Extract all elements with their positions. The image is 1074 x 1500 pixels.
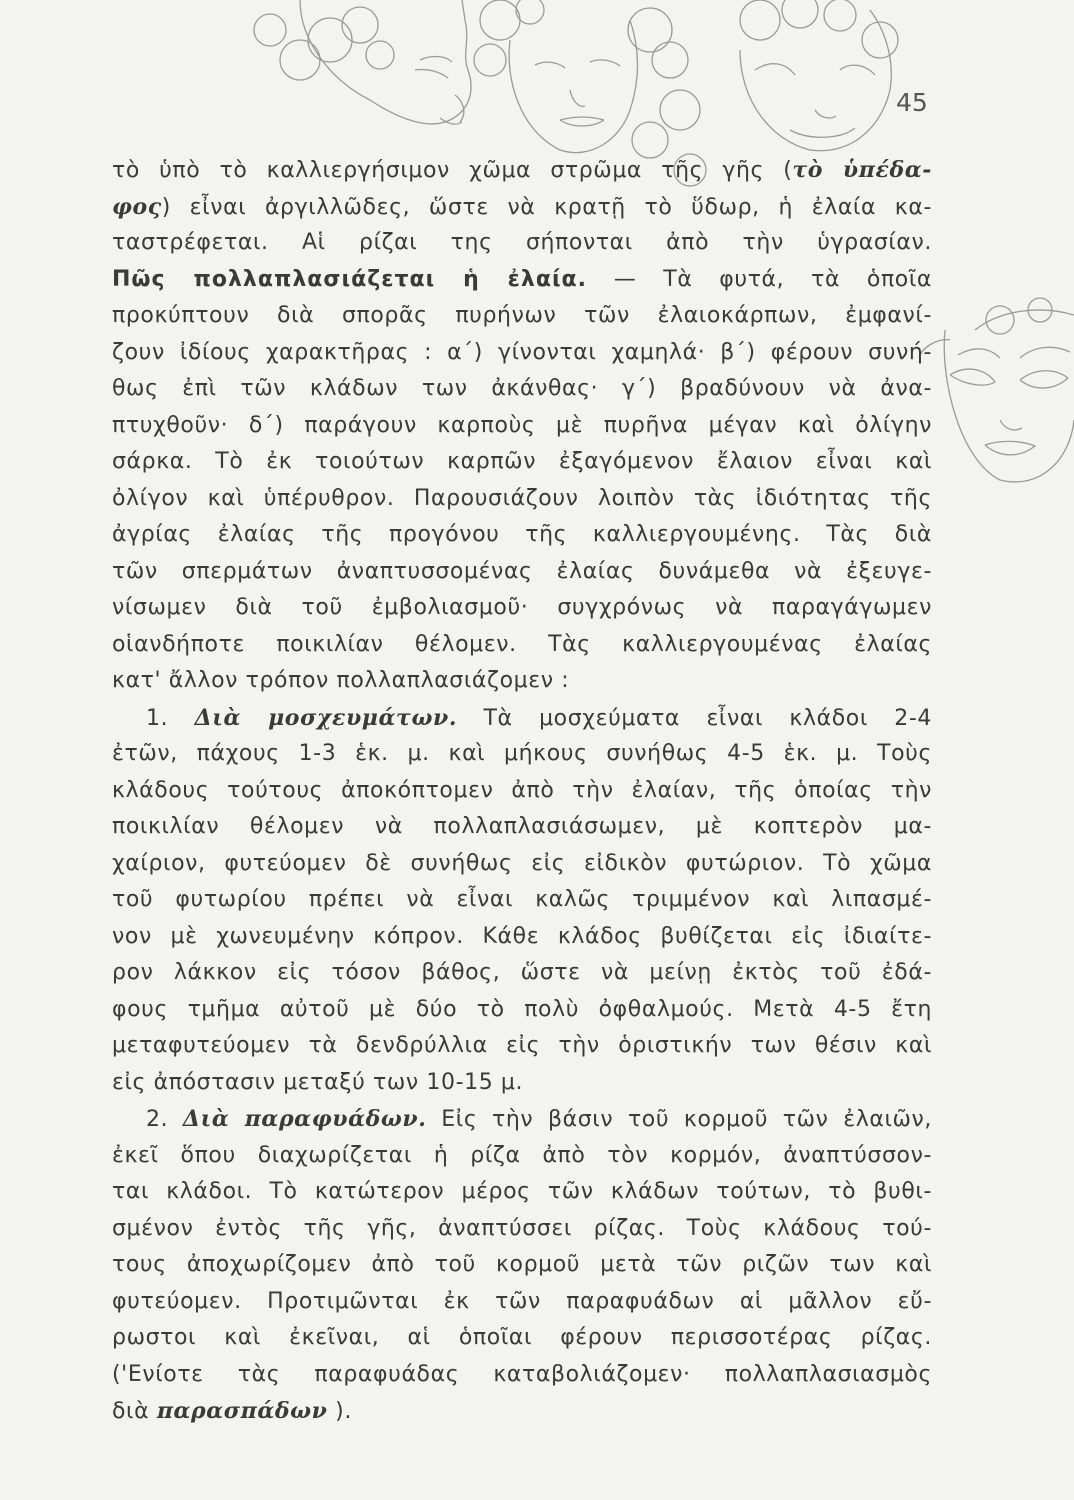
line-text: σάρκα. Τὸ ἐκ τοιούτων καρπῶν ἐξαγόμενον ἔλαιον εἶναι καὶ [112,449,932,474]
text-line [112,846,932,883]
text-line [112,955,932,992]
line-text: τὸ ὑπὸ τὸ καλλιεργήσιμον χῶμα στρῶμα τῆς γῆς ( [112,158,793,183]
text-line [112,298,932,335]
text-line [112,809,932,846]
text-line [112,1138,932,1175]
line-text: χαίριον, φυτεύομεν δὲ συνήθως εἰς εἰδικὸν φυτώριον. Τὸ χῶμα [112,850,932,876]
text-line [112,590,932,627]
text-line [112,481,932,518]
line-text: τους ἀποχωρίζομεν ἀπὸ τοῦ κορμοῦ μετὰ τῶν ριζῶν των καὶ [112,1252,932,1277]
line-text: ρον λάκκον εἰς τόσον βάθος, ὥστε νὰ μείνῃ ἐκτὸς τοῦ ἐδά- [112,960,932,985]
text-line [112,1247,932,1284]
text-line [112,554,932,591]
line-text: μεταφυτεύομεν τὰ δενδρύλλια εἰς τὴν ὁριστικήν των θέσιν καὶ [112,1033,932,1058]
page-number: 45 [896,88,928,117]
line-text: ται κλάδοι. Τὸ κατώτερον μέρος τῶν κλάδων τούτων, τὸ βυθι- [112,1179,932,1204]
line-text: νον μὲ χωνευμένην κόπρον. Κάθε κλάδος βυθίζεται εἰς ἰδιαίτε- [112,923,932,949]
line-text: ἐκεῖ ὅπου διαχωρίζεται ἡ ρίζα ἀπὸ τὸν κορμόν, ἀναπτύσσον- [112,1142,932,1168]
text-line [112,1284,932,1321]
line-text: ζουν ἰδίους χαρακτῆρας : α΄) γίνονται χαμηλά· β΄) φέρουν συνή- [112,339,932,365]
text-line [112,517,932,554]
text-line [112,627,932,664]
text-line [112,773,932,810]
line-text: ἐτῶν, πάχους 1-3 ἑκ. μ. καὶ μήκους συνήθως 4-5 ἑκ. μ. Τοὺς [112,741,932,766]
text-line [112,1101,932,1138]
line-text: ρωστοι καὶ ἐκεῖναι, αἱ ὁποῖαι φέρουν περισσοτέρας ρίζας. [112,1325,932,1350]
text-line [112,1393,932,1430]
line-text: θως ἐπὶ τῶν κλάδων των ἀκάνθας· γ΄) βραδύνουν νὰ ἀνα- [112,376,932,401]
emphasized-term: Διὰ παραφυάδων. [182,1106,427,1132]
line-text-continued: ) εἶναι ἀργιλλῶδες, ὥστε νὰ κρατῇ τὸ ὕδωρ, ἡ ἐλαία κα- [161,194,932,220]
line-text: ἀγρίας ἐλαίας τῆς προγόνου τῆς καλλιεργουμένης. Τὰς διὰ [112,522,932,547]
line-text: εἰς ἀπόστασιν μεταξύ των 10-15 μ. [112,1069,524,1095]
text-line [112,992,932,1029]
line-text: διὰ [112,1399,157,1424]
text-line [112,444,932,481]
line-text: ('Ενίοτε τὰς παραφυάδας καταβολιάζομεν· πολλαπλασιασμὸς [112,1361,932,1387]
line-text: σμένον ἐντὸς τῆς γῆς, ἀναπτύσσει ρίζας. Τοὺς κλάδους τού- [112,1215,932,1241]
text-line [112,1028,932,1065]
text-line [112,408,932,445]
text-line [112,225,932,262]
text-line [112,152,932,189]
emphasized-term: παρασπάδων [156,1398,328,1424]
line-text: προκύπτουν διὰ σπορᾶς πυρήνων τῶν ἐλαιοκάρπων, ἐμφανί- [112,303,932,328]
text-line [112,262,932,299]
line-text: νίσωμεν διὰ τοῦ ἐμβολιασμοῦ· συγχρόνως νὰ παραγάγωμεν [112,595,932,620]
emphasized-term: τὸ ὑπέδα- [792,157,933,183]
text-line [112,189,932,226]
section-heading: Πῶς πολλαπλασιάζεται ἡ ἐλαία. [112,266,587,292]
line-text: τοῦ φυτωρίου πρέπει νὰ εἶναι καλῶς τριμμένον καὶ λιπασμέ- [112,887,932,912]
emphasized-term: φος [112,193,162,220]
line-text: — Τὰ φυτά, τὰ ὁποῖα [587,266,932,292]
text-line [112,736,932,773]
line-text: οἱανδήποτε ποικιλίαν θέλομεν. Τὰς καλλιεργουμένας ἐλαίας [112,631,932,657]
line-text: φυτεύομεν. Προτιμῶνται ἐκ τῶν παραφυάδων αἱ μᾶλλον εὔ- [112,1288,932,1314]
text-line [112,1065,932,1102]
body-text [112,152,932,1430]
text-line [112,882,932,919]
line-text: κλάδους τούτους ἀποκόπτομεν ἀπὸ τὴν ἐλαίαν, τῆς ὁποίας τὴν [112,777,932,803]
line-text-continued: ). [327,1399,352,1424]
text-line [112,1357,932,1394]
line-text: ποικιλίαν θέλομεν νὰ πολλαπλασιάσωμεν, μὲ κοπτερὸν μα- [112,814,932,839]
text-line [112,335,932,372]
line-text: 1. [146,705,195,731]
text-line [112,919,932,956]
line-text: ὀλίγον καὶ ὑπέρυθρον. Παρουσιάζουν λοιπὸν τὰς ἰδιότητας τῆς [112,485,932,511]
text-line [112,1211,932,1248]
line-text: 2. [146,1107,183,1132]
line-text: φους τμῆμα αὐτοῦ μὲ δύο τὸ πολὺ ὀφθαλμούς. Μετὰ 4-5 ἔτη [112,996,932,1022]
text-line [112,1320,932,1357]
line-text-continued: Εἰς τὴν βάσιν τοῦ κορμοῦ τῶν ἐλαιῶν, [426,1107,932,1132]
line-text: τῶν σπερμάτων ἀναπτυσσομένας ἐλαίας δυνάμεθα νὰ ἐξευγε- [112,558,932,584]
line-text: κατ' ἄλλον τρόπον πολλαπλασιάζομεν : [112,668,570,693]
line-text: ταστρέφεται. Αἱ ρίζαι της σήπονται ἀπὸ τὴν ὑγρασίαν. [112,230,932,255]
line-text: πτυχθοῦν· δ΄) παράγουν καρποὺς μὲ πυρῆνα μέγαν καὶ ὀλίγην [112,412,932,438]
line-text-continued: Τὰ μοσχεύματα εἶναι κλάδοι 2-4 [457,705,932,731]
text-line [112,700,932,737]
text-line [112,371,932,408]
emphasized-term: Διὰ μοσχευμάτων. [194,704,458,731]
text-line [112,663,932,700]
text-line [112,1174,932,1211]
